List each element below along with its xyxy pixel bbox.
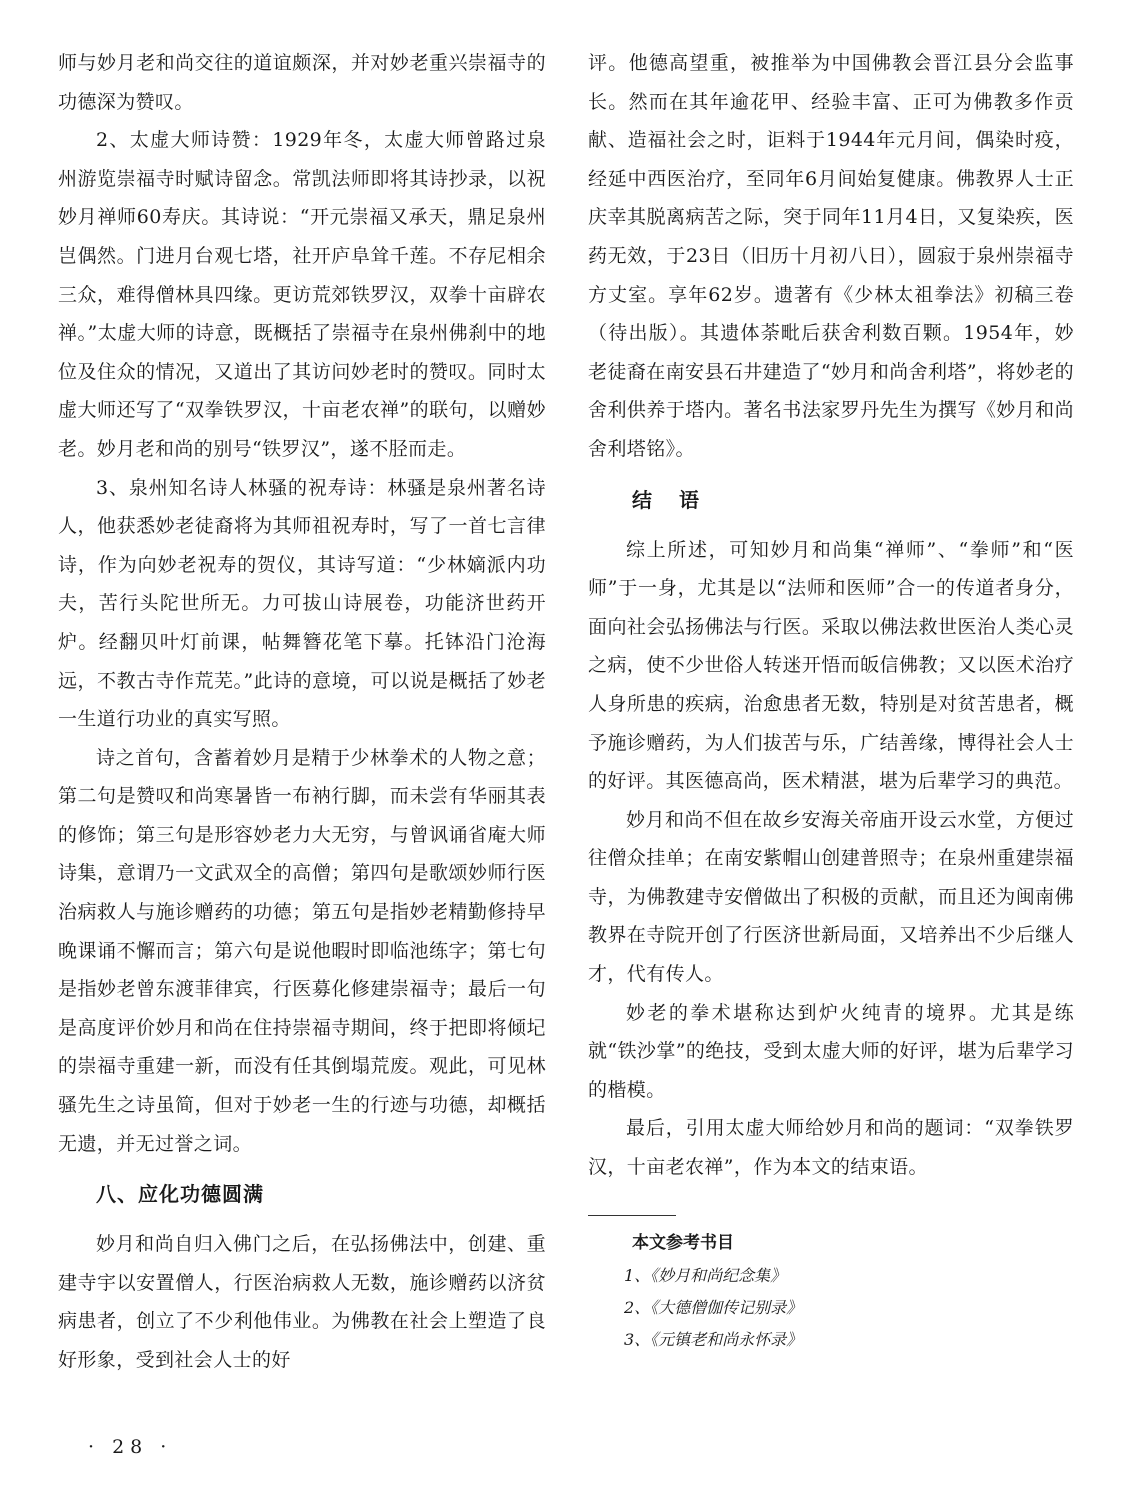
section-heading: 八、应化功德圆满 (96, 1182, 264, 1207)
paragraph: 师与妙月老和尚交往的道谊颇深，并对妙老重兴崇福寺的功德深为赞叹。 (58, 52, 546, 113)
right-column (588, 44, 1074, 1356)
divider (588, 1215, 676, 1216)
paragraph: 妙月和尚不但在故乡安海关帝庙开设云水堂，方便过往僧众挂单；在南安紫帽山创建普照寺；在泉州重建崇福寺，为佛教建寺安僧做出了积极的贡献，而且还为闽南佛教界在寺院开创了行医济世新局面，又培养出不少后继人才，代有传人。 (588, 808, 1074, 986)
page-number: · 28 · (88, 1436, 173, 1458)
left-column (58, 44, 546, 1380)
paragraph: 妙月和尚自归入佛门之后，在弘扬佛法中，创建、重建寺宇以安置僧人，行医治病救人无数，施诊赠药以济贫病患者，创立了不少利他伟业。为佛教在社会上塑造了良好形象，受到社会人士的好 (58, 1233, 546, 1371)
reference-item: 3、《元镇老和尚永怀录》 (624, 1329, 803, 1349)
reference-item: 2、《大德僧伽传记别录》 (624, 1297, 803, 1317)
paragraph: 诗之首句，含蓄着妙月是精于少林拳术的人物之意；第二句是赞叹和尚寒暑皆一布衲行脚，而未尝有华丽其表的修饰；第三句是形容妙老力大无穷，与曾讽诵省庵大师诗集，意谓乃一文武双全的高僧；第四句是歌颂妙师行医治病救人与施诊赠药的功德；第五句是指妙老精勤修持早晚课诵不懈而言；第六句是说他暇时即临池练字；第七句是指妙老曾东渡菲律宾，行医募化修建崇福寺；最后一句是高度评价妙月和尚在住持崇福寺期间，终于把即将倾圮的崇福寺重建一新，而没有任其倒塌荒废。观此，可见林骚先生之诗虽简，但对于妙老一生的行迹与功德，却概括无遗，并无过誉之词。 (58, 746, 546, 1155)
paragraph: 3、泉州知名诗人林骚的祝寿诗：林骚是泉州著名诗人，他获悉妙老徒裔将为其师祖祝寿时，写了一首七言律诗，作为向妙老祝寿的贺仪，其诗写道：“少林嫡派内功夫，苦行头陀世所无。力可拔山诗展卷，功能济世药开炉。经翻贝叶灯前课，帖舞簪花笔下摹。托钵沿门沧海远，不教古寺作荒芜。”此诗的意境，可以说是概括了妙老一生道行功业的真实写照。 (58, 476, 546, 731)
paragraph: 2、太虚大师诗赞：1929年冬，太虚大师曾路过泉州游览崇福寺时赋诗留念。常凯法师即将其诗抄录，以祝妙月禅师60寿庆。其诗说：“开元崇福又承天，鼎足泉州岂偶然。门进月台观七塔，社开庐阜耸千莲。不存尼相余三众，难得僧林具四缘。更访荒郊铁罗汉，双拳十亩辟农禅。”太虚大师的诗意，既概括了崇福寺在泉州佛刹中的地位及住众的情况，又道出了其访问妙老时的赞叹。同时太虚大师还写了“双拳铁罗汉，十亩老农禅”的联句，以赠妙老。妙月老和尚的别号“铁罗汉”，遂不胫而走。 (58, 129, 546, 460)
section-heading: 结 语 (632, 487, 709, 512)
paragraph: 妙老的拳术堪称达到炉火纯青的境界。尤其是练就“铁沙掌”的绝技，受到太虚大师的好评，堪为后辈学习的楷模。 (588, 1001, 1074, 1101)
paragraph: 最后，引用太虚大师给妙月和尚的题词：“双拳铁罗汉，十亩老农禅”，作为本文的结束语。 (588, 1117, 1074, 1179)
references-title: 本文参考书目 (632, 1232, 734, 1253)
references-list (588, 1260, 1074, 1356)
paragraph: 综上所述，可知妙月和尚集“禅师”、“拳师”和“医师”于一身，尤其是以“法师和医师”合一的传道者身分，面向社会弘扬佛法与行医。采取以佛法救世医治人类心灵之病，使不少世俗人转迷开悟而皈信佛教；又以医术治疗人身所患的疾病，治愈患者无数，特别是对贫苦患者，概予施诊赠药，为人们拔苦与乐，广结善缘，博得社会人士的好评。其医德高尚，医术精湛，堪为后辈学习的典范。 (588, 538, 1074, 793)
paragraph: 评。他德高望重，被推举为中国佛教会晋江县分会监事长。然而在其年逾花甲、经验丰富、正可为佛教多作贡献、造福社会之时，讵料于1944年元月间，偶染时疫，经延中西医治疗，至同年6月间始复健康。佛教界人士正庆幸其脱离病苦之际，突于同年11月4日，又复染疾，医药无效，于23日（旧历十月初八日），圆寂于泉州崇福寺方丈室。享年62岁。遗著有《少林太祖拳法》初稿三卷（待出版）。其遗体荼毗后获舍利数百颗。1954年，妙老徒裔在南安县石井建造了“妙月和尚舍利塔”，将妙老的舍利供养于塔内。著名书法家罗丹先生为撰写《妙月和尚舍利塔铭》。 (588, 52, 1074, 460)
reference-item: 1、《妙月和尚纪念集》 (624, 1265, 787, 1285)
